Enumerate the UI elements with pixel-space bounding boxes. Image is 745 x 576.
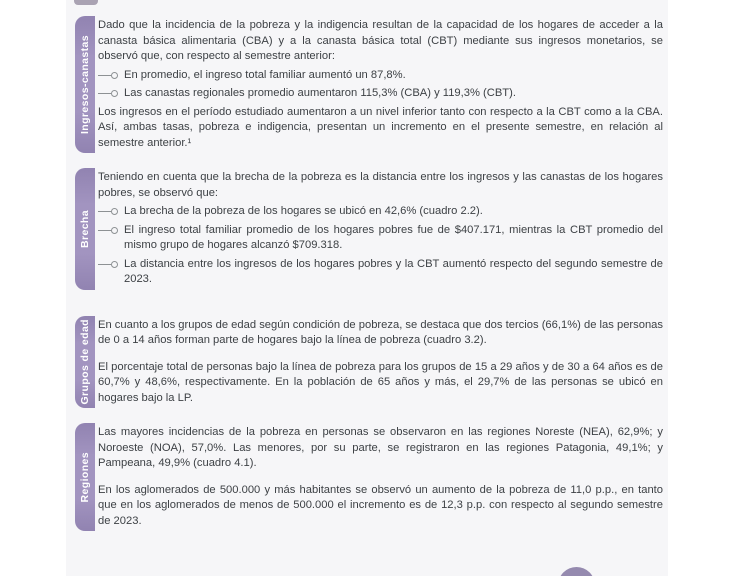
section-brecha: [75, 168, 663, 290]
section-tab-regiones: [75, 423, 95, 531]
section-grupos-de-edad: [75, 316, 663, 409]
paragraph: Dado que la incidencia de la pobreza y la indigencia resultan de la capacidad de los hogares de acceder a la canasta básica alimentaria (CBA) y a la canasta básica total (CBT) mediante sus ingresos monetarios, se observó que, con respecto al semestre anterior:: [98, 19, 663, 62]
bullet-marker-icon: [98, 68, 124, 84]
bullet-text: Las canastas regionales promedio aumentaron 115,3% (CBA) y 119,3% (CBT).: [124, 87, 516, 99]
paragraph: Teniendo en cuenta que la brecha de la pobreza es la distancia entre los ingresos y las canastas de los hogares pobres, se observó que:: [98, 171, 663, 199]
report-page: [66, 0, 668, 576]
bullet-text: La distancia entre los ingresos de los hogares pobres y la CBT aumentó respecto del segundo semestre de 2023.: [124, 257, 663, 285]
section-content: [98, 423, 663, 531]
paragraph: Los ingresos en el período estudiado aumentaron a un nivel inferior tanto con respecto a la CBT como a la CBA. Así, ambas tasas, pobreza e indigencia, presentan un incremento en el presente semestre, en relación al semestre anterior.¹: [98, 105, 663, 149]
paragraph: En los aglomerados de 500.000 y más habitantes se observó un aumento de la pobreza de 11,0 p.p., en tanto que en los aglomerados de menos de 500.000 el incremento es de 12,3 p.p. con respecto al segundo semestre de 2023.: [98, 483, 663, 527]
bullet-marker-icon: [98, 86, 124, 102]
bullet-text: El ingreso total familiar promedio de los hogares pobres fue de $407.171, mientras la CBT promedio del mismo grupo de hogares alcanzó $709.318.: [124, 223, 663, 251]
section-content: [98, 168, 663, 290]
bullet-text: En promedio, el ingreso total familiar aumentó un 87,8%.: [124, 68, 406, 81]
previous-section-tab-remnant: [74, 0, 98, 5]
paragraph: El porcentaje total de personas bajo la línea de pobreza para los grupos de 15 a 29 años y de 30 a 64 años es de 60,7% y 48,6%, respectivamente. En la población de 65 años y más, el 29,7% de las personas se ubicó en hogares bajo la LP.: [98, 360, 663, 404]
bullet-item: [98, 86, 663, 102]
bullet-marker-icon: [98, 257, 124, 273]
bullet-item: [98, 204, 663, 220]
section-tab-ingresos-canastas: [75, 16, 95, 153]
section-ingresos-canastas: [75, 16, 663, 153]
section-regiones: [75, 423, 663, 531]
section-tab-label: Regiones: [79, 451, 91, 503]
paragraph: En cuanto a los grupos de edad según condición de pobreza, se destaca que dos tercios (66,1%) de las personas de 0 a 14 años forman parte de hogares bajo la línea de pobreza (cuadro 3.2).: [98, 318, 663, 346]
bullet-item: [98, 257, 663, 288]
bullet-marker-icon: [98, 223, 124, 239]
section-content: [98, 316, 663, 409]
section-tab-brecha: [75, 168, 95, 290]
section-content: [98, 16, 663, 153]
section-tab-grupos-de-edad: [75, 316, 95, 409]
section-tab-label: Ingresos-canastas: [79, 34, 91, 134]
bullet-item: [98, 223, 663, 254]
bullet-text: La brecha de la pobreza de los hogares se ubicó en 42,6% (cuadro 2.2).: [124, 205, 483, 217]
section-tab-label: Grupos de edad: [79, 318, 91, 405]
section-tab-label: Brecha: [79, 209, 91, 248]
paragraph: Las mayores incidencias de la pobreza en personas se observaron en las regiones Noreste (NEA), 62,9%; y Noroeste (NOA), 57,0%. Las menores, por su parte, se registraron en las regiones Patagonia, 49,1%; y Pampeana, 49,9% (cuadro 4.1).: [98, 426, 663, 469]
page-number-circle: [558, 567, 595, 576]
bullet-item: [98, 68, 663, 84]
bullet-marker-icon: [98, 204, 124, 220]
